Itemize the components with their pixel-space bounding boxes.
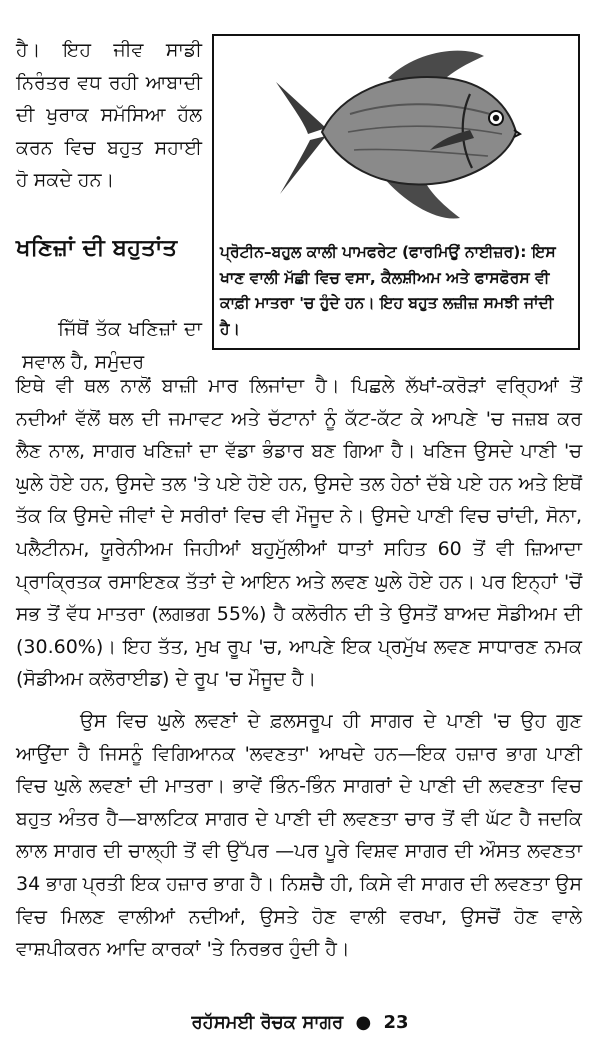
intro-paragraph: ਹੈ। ਇਹ ਜੀਵ ਸਾਡੀ ਨਿਰੰਤਰ ਵਧ ਰਹੀ ਆਬਾਦੀ ਦੀ ਖੁਰਾਕ ਸਮੱਸਿਆ ਹੱਲ ਕਰਨ ਵਿਚ ਬਹੁਤ ਸਹਾਈ ਹੋ ਸਕਦੇ ਹਨ। xyxy=(16,39,202,191)
figure-caption: ਪ੍ਰੋਟੀਨ–ਬਹੁਲ ਕਾਲੀ ਪਾਮਫਰੇਟ (ਫਾਰਮਿਉਂ ਨਾਈਜ਼ਰ): ਇਸ ਖਾਣ ਵਾਲੀ ਮੱਛੀ ਵਿਚ ਵਸਾ, ਕੈਲਸ਼ੀਅਮ ਅਤੇ ਫਾਸਫੋਰਸ ਵੀ ਕਾਫ਼ੀ ਮਾਤਰਾ 'ਚ ਹੁੰਦੇ ਹਨ। ਇਹ ਬਹੁਤ ਲਜ਼ੀਜ਼ ਸਮਝੀ ਜਾਂਦੀ ਹੈ। xyxy=(220,243,556,338)
section-heading: ਖਣਿਜ਼ਾਂ ਦੀ ਬਹੁਤਾਂਤ xyxy=(16,235,178,261)
book-title: ਰਹੱਸਮਈ ਰੋਚਕ ਸਾਗਰ xyxy=(191,1012,344,1033)
paragraph-1-continuation: ਇਥੇ ਵੀ ਥਲ ਨਾਲੋਂ ਬਾਜ਼ੀ ਮਾਰ ਲਿਜਾਂਦਾ ਹੈ। ਪਿਛਲੇ ਲੱਖਾਂ-ਕਰੋੜਾਂ ਵਰ੍ਹਿਆਂ ਤੋਂ ਨਦੀਆਂ ਵੱਲੋਂ ਥਲ ਦੀ ਜਮਾਵਟ ਅਤੇ ਚੱਟਾਨਾਂ ਨੂੰ ਕੱਟ-ਕੱਟ ਕੇ ਆਪਣੇ 'ਚ ਜਜ਼ਬ ਕਰ ਲੈਣ ਨਾਲ, ਸਾਗਰ ਖਣਿਜ਼ਾਂ ਦਾ ਵੱਡਾ ਭੰਡਾਰ ਬਣ ਗਿਆ ਹੈ। ਖਣਿਜ ਉਸਦੇ ਪਾਣੀ 'ਚ ਘੁਲੇ ਹੋਏ ਹਨ, ਉਸਦੇ ਤਲ 'ਤੇ ਪਏ ਹੋਏ ਹਨ, ਉਸਦੇ ਤਲ ਹੇਠਾਂ ਦੱਬੇ ਪਏ ਹਨ ਅਤੇ ਇਥੋਂ ਤੱਕ ਕਿ ਉਸਦੇ ਜੀਵਾਂ ਦੇ ਸਰੀਰਾਂ ਵਿਚ ਵੀ ਮੌਜੂਦ ਨੇ। ਉਸਦੇ ਪਾਣੀ ਵਿਚ ਚਾਂਦੀ, ਸੋਨਾ, ਪਲੈਟੀਨਮ, ਯੂਰੇਨੀਅਮ ਜਿਹੀਆਂ ਬਹੁਮੁੱਲੀਆਂ ਧਾਤਾਂ ਸਹਿਤ 60 ਤੋਂ ਵੀ ਜ਼ਿਆਦਾ ਪ੍ਰਾਕ੍ਰਿਤਕ ਰਸਾਇਣਕ ਤੱਤਾਂ ਦੇ ਆਇਨ ਅਤੇ ਲਵਣ ਘੁਲੇ ਹੋਏ ਹਨ। ਪਰ ਇਨ੍ਹਾਂ 'ਚੋਂ ਸਭ ਤੋਂ ਵੱਧ ਮਾਤਰਾ (ਲਗਭਗ 55%) ਹੈ ਕਲੋਰੀਨ ਦੀ ਤੇ ਉਸਤੋਂ ਬਾਅਦ ਸੋਡੀਅਮ ਦੀ (30.60%)। ਇਹ ਤੱਤ, ਮੁਖ ਰੂਪ 'ਚ, ਆਪਣੇ ਇਕ ਪ੍ਰਮੁੱਖ ਲਵਣ ਸਾਧਾਰਣ ਨਮਕ (ਸੋਡੀਅਮ ਕਲੋਰਾਈਡ) ਦੇ ਰੂਪ 'ਚ ਮੌਜੂਦ ਹੈ। xyxy=(16,375,582,691)
page-footer xyxy=(0,1010,600,1036)
pomfret-fish-illustration xyxy=(270,44,524,224)
paragraph-1-start: ਜਿੱਥੋਂ ਤੱਕ ਖਣਿਜ਼ਾਂ ਦਾ ਸਵਾਲ ਹੈ, ਸਮੁੰਦਰ xyxy=(22,318,202,373)
paragraph-2: ਉਸ ਵਿਚ ਘੁਲੇ ਲਵਣਾਂ ਦੇ ਫ਼ਲਸਰੂਪ ਹੀ ਸਾਗਰ ਦੇ ਪਾਣੀ 'ਚ ਉਹ ਗੁਣ ਆਉਂਦਾ ਹੈ ਜਿਸਨੂੰ ਵਿਗਿਆਨਕ 'ਲਵਣਤਾ' ਆਖਦੇ ਹਨ—ਇਕ ਹਜ਼ਾਰ ਭਾਗ ਪਾਣੀ ਵਿਚ ਘੁਲੇ ਲਵਣਾਂ ਦੀ ਮਾਤਰਾ। ਭਾਵੇਂ ਭਿੰਨ-ਭਿੰਨ ਸਾਗਰਾਂ ਦੇ ਪਾਣੀ ਦੀ ਲਵਣਤਾ ਵਿਚ ਬਹੁਤ ਅੰਤਰ ਹੈ—ਬਾਲਟਿਕ ਸਾਗਰ ਦੇ ਪਾਣੀ ਦੀ ਲਵਣਤਾ ਚਾਰ ਤੋਂ ਵੀ ਘੱਟ ਹੈ ਜਦਕਿ ਲਾਲ ਸਾਗਰ ਦੀ ਚਾਲ੍ਹੀ ਤੋਂ ਵੀ ਉੱਪਰ —ਪਰ ਪੂਰੇ ਵਿਸ਼ਵ ਸਾਗਰ ਦੀ ਔਸਤ ਲਵਣਤਾ 34 ਭਾਗ ਪ੍ਰਤੀ ਇਕ ਹਜ਼ਾਰ ਭਾਗ ਹੈ। ਨਿਸ਼ਚੈ ਹੀ, ਕਿਸੇ ਵੀ ਸਾਗਰ ਦੀ ਲਵਣਤਾ ਉਸ ਵਿਚ ਮਿਲਣ ਵਾਲੀਆਂ ਨਦੀਆਂ, ਉਸਤੇ ਹੋਣ ਵਾਲੀ ਵਰਖਾ, ਉਸਚੋਂ ਹੋਣ ਵਾਲੇ ਵਾਸ਼ਪੀਕਰਨ ਆਦਿ ਕਾਰਕਾਂ 'ਤੇ ਨਿਰਭਰ ਹੁੰਦੀ ਹੈ। xyxy=(16,710,582,961)
fish-figure-box xyxy=(212,34,580,350)
page-number: 23 xyxy=(383,1012,409,1033)
footer-separator: ● xyxy=(355,1012,372,1033)
